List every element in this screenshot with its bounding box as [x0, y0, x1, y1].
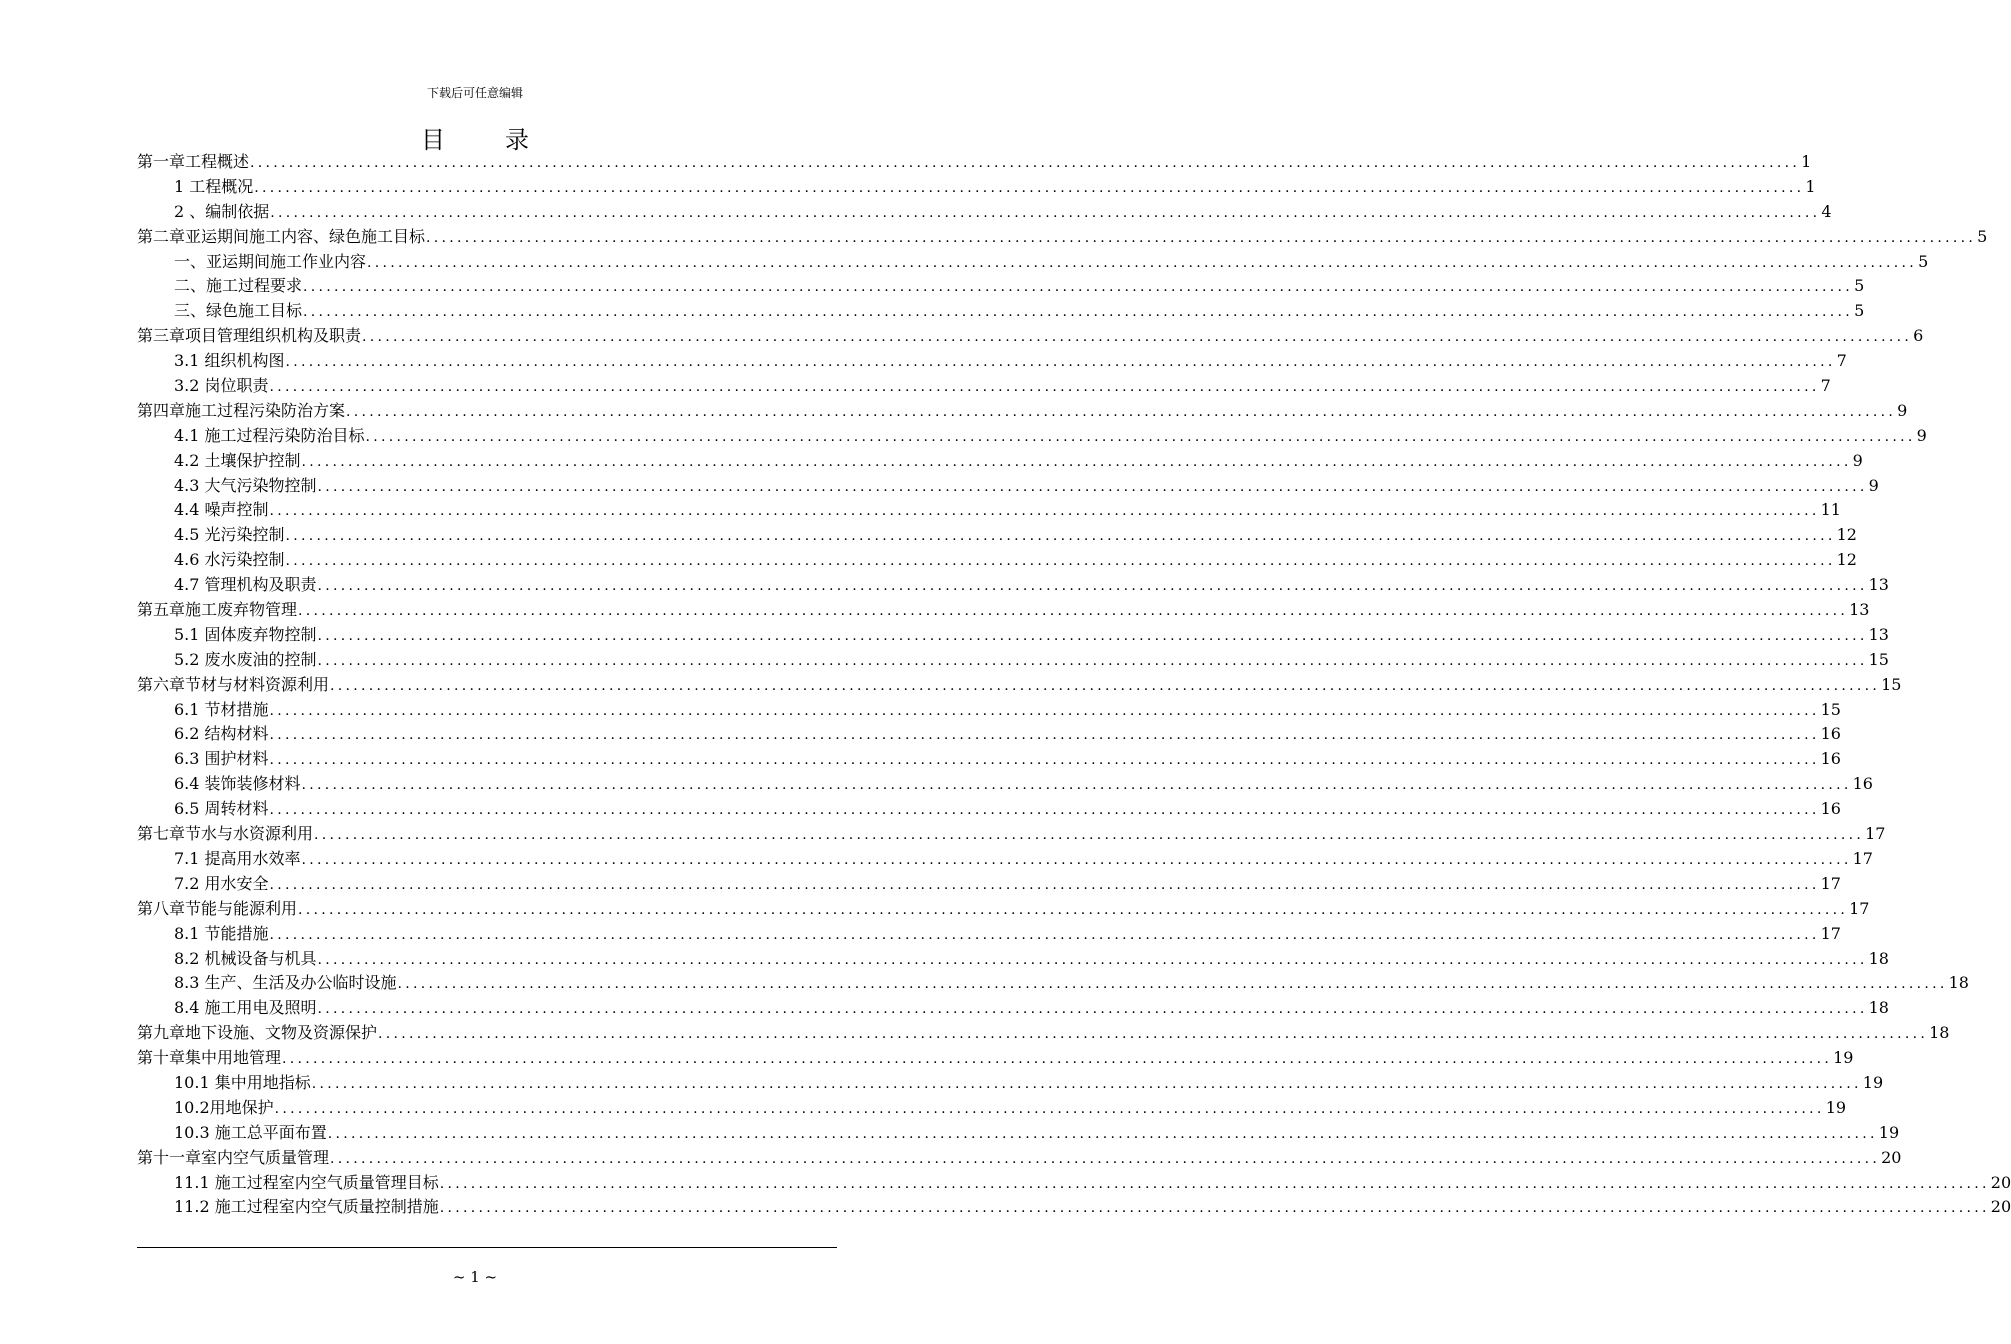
toc-chapter-number: 第十一章 — [137, 1147, 202, 1167]
toc-section-label: 三、绿色施工目标 — [174, 301, 303, 321]
toc-section-row[interactable] — [137, 474, 1879, 499]
toc-page-number: 15 — [1881, 674, 1902, 694]
toc-page-number: 20 — [1881, 1147, 1902, 1167]
toc-chapter-number: 第九章 — [137, 1023, 186, 1043]
toc-chapter-title: 节材与材料资源利用 — [185, 674, 330, 694]
toc-page-number: 17 — [1852, 848, 1873, 868]
toc-dot-leader: ........................................................................................................................................................................................................ — [397, 976, 1948, 993]
toc-chapter-number: 第四章 — [137, 400, 186, 420]
toc-dot-leader: ........................................................................................................................................................................................................ — [250, 155, 1801, 171]
toc-page-number: 9 — [1916, 425, 1927, 445]
toc-chapter-row[interactable] — [137, 897, 1870, 922]
toc-section-row[interactable] — [137, 498, 1841, 523]
toc-section-label: 5.1 固体废弃物控制 — [174, 624, 317, 644]
toc-chapter-title: 项目管理组织机构及职责 — [185, 326, 362, 346]
toc-section-label: 一、亚运期间施工作业内容 — [174, 251, 367, 271]
toc-chapter-title: 施工废弃物管理 — [185, 600, 298, 620]
toc-section-label: 6.4 装饰装修材料 — [174, 774, 301, 794]
toc-chapter-row[interactable] — [137, 399, 1908, 424]
toc-page-number: 5 — [1977, 226, 1988, 246]
toc-dot-leader: ........................................................................................................................................................................................................ — [346, 403, 1897, 420]
toc-dot-leader: ........................................................................................................................................................................................................ — [317, 652, 1868, 669]
toc-section-label: 10.3 施工总平面布置 — [174, 1122, 327, 1142]
toc-section-label: 7.1 提高用水效率 — [174, 848, 301, 868]
toc-section-label: 6.1 节材措施 — [174, 699, 269, 719]
toc-section-row[interactable] — [137, 623, 1889, 648]
toc-dot-leader: ........................................................................................................................................................................................................ — [298, 901, 1849, 918]
toc-dot-leader: ........................................................................................................................................................................................................ — [439, 1175, 1990, 1192]
toc-title: 目录 — [421, 126, 589, 154]
toc-section-row[interactable] — [137, 349, 1847, 374]
toc-chapter-title: 工程概述 — [185, 152, 250, 171]
toc-dot-leader: ........................................................................................................................................................................................................ — [311, 1075, 1862, 1092]
toc-section-label: 5.2 废水废油的控制 — [174, 649, 317, 669]
toc-dot-leader: ........................................................................................................................................................................................................ — [285, 553, 1836, 570]
toc-section-label: 二、施工过程要求 — [174, 276, 303, 296]
toc-section-row[interactable] — [137, 996, 1889, 1021]
header-note: 下载后可任意编辑 — [426, 86, 523, 100]
toc-chapter-number: 第一章 — [137, 152, 186, 171]
toc-page-number: 17 — [1849, 898, 1870, 918]
toc-page-number: 15 — [1820, 699, 1841, 719]
toc-dot-leader: ........................................................................................................................................................................................................ — [269, 876, 1820, 893]
toc-chapter-title: 地下设施、文物及资源保护 — [185, 1023, 378, 1043]
toc-dot-leader: ........................................................................................................................................................................................................ — [317, 627, 1868, 644]
toc-page-number: 16 — [1820, 799, 1841, 819]
toc-section-row[interactable] — [137, 872, 1841, 897]
toc-page-number: 17 — [1820, 923, 1841, 943]
toc-dot-leader: ........................................................................................................................................................................................................ — [269, 503, 1820, 520]
toc-dot-leader: ........................................................................................................................................................................................................ — [314, 827, 1865, 844]
toc-section-row[interactable] — [137, 274, 1865, 299]
toc-dot-leader: ........................................................................................................................................................................................................ — [274, 1100, 1825, 1117]
toc-page-number: 18 — [1868, 998, 1889, 1018]
toc-dot-leader: ........................................................................................................................................................................................................ — [303, 279, 1854, 296]
toc-dot-leader: ........................................................................................................................................................................................................ — [301, 777, 1852, 794]
toc-section-row[interactable] — [137, 847, 1873, 872]
toc-page-number: 12 — [1836, 525, 1857, 545]
toc-dot-leader: ........................................................................................................................................................................................................ — [303, 304, 1854, 321]
toc-chapter-row[interactable] — [137, 324, 1924, 349]
toc-section-row[interactable] — [137, 1121, 1900, 1146]
toc-page-number: 9 — [1852, 450, 1863, 470]
toc-section-row[interactable] — [137, 424, 1927, 449]
toc-page-number: 19 — [1878, 1122, 1900, 1142]
toc-section-row[interactable] — [137, 1195, 2011, 1220]
toc-dot-leader: ........................................................................................................................................................................................................ — [282, 1051, 1833, 1068]
toc-section-row[interactable] — [137, 449, 1863, 474]
toc-page-number: 7 — [1836, 351, 1847, 371]
toc-section-label: 6.3 围护材料 — [174, 749, 269, 769]
toc-page-number: 16 — [1820, 749, 1841, 769]
toc-page-number: 1 — [1805, 176, 1816, 196]
toc-section-label: 4.4 噪声控制 — [174, 500, 269, 520]
toc-chapter-number: 第七章 — [137, 824, 186, 844]
toc-page-number: 9 — [1897, 400, 1908, 420]
toc-section-label: 10.2用地保护 — [174, 1097, 274, 1117]
toc-page-number: 18 — [1929, 1023, 1950, 1043]
toc-chapter-title: 节水与水资源利用 — [185, 824, 314, 844]
toc-chapter-number: 第八章 — [137, 898, 186, 918]
toc-section-label: 4.5 光污染控制 — [174, 525, 285, 545]
toc-dot-leader: ........................................................................................................................................................................................................ — [270, 204, 1821, 221]
toc-section-row[interactable] — [137, 1171, 2011, 1196]
toc-section-label: 8.4 施工用电及照明 — [174, 998, 317, 1018]
toc-page-number: 5 — [1918, 251, 1929, 271]
toc-chapter-row[interactable] — [137, 1146, 1902, 1171]
toc-dot-leader: ........................................................................................................................................................................................................ — [269, 802, 1820, 819]
toc-page-number: 17 — [1865, 824, 1886, 844]
toc-page-number: 15 — [1868, 649, 1889, 669]
toc-dot-leader: ........................................................................................................................................................................................................ — [269, 702, 1820, 719]
toc-section-row[interactable] — [137, 200, 1832, 225]
toc-section-label: 11.1 施工过程室内空气质量管理目标 — [174, 1172, 439, 1192]
toc-page-number: 1 — [1801, 152, 1812, 171]
toc-page-number: 19 — [1862, 1072, 1884, 1092]
toc-section-row[interactable] — [137, 772, 1873, 797]
toc-dot-leader: ........................................................................................................................................................................................................ — [269, 727, 1820, 744]
toc-dot-leader: ........................................................................................................................................................................................................ — [301, 851, 1852, 868]
toc-section-label: 1 工程概况 — [174, 176, 254, 196]
toc-section-label: 7.2 用水安全 — [174, 873, 269, 893]
toc-page-number: 18 — [1868, 948, 1889, 968]
toc-page-number: 13 — [1849, 600, 1870, 620]
footer-divider — [137, 1247, 837, 1248]
toc-section-row[interactable] — [137, 523, 1857, 548]
toc-section-label: 3.2 岗位职责 — [174, 376, 269, 396]
toc-chapter-row[interactable] — [137, 150, 1812, 175]
toc-section-row[interactable] — [137, 374, 1831, 399]
toc-chapter-title: 集中用地管理 — [185, 1048, 282, 1068]
toc-section-row[interactable] — [137, 922, 1841, 947]
toc-dot-leader: ........................................................................................................................................................................................................ — [365, 428, 1916, 445]
toc-dot-leader: ........................................................................................................................................................................................................ — [269, 926, 1820, 943]
toc-section-row[interactable] — [137, 299, 1865, 324]
toc-dot-leader: ........................................................................................................................................................................................................ — [330, 677, 1881, 694]
toc-chapter-row[interactable] — [137, 822, 1886, 847]
toc-page-number: 16 — [1820, 724, 1841, 744]
page-number: ~ 1 ~ — [452, 1268, 498, 1286]
toc-page-number: 12 — [1836, 550, 1857, 570]
toc-section-label: 4.7 管理机构及职责 — [174, 575, 317, 595]
toc-section-label: 8.3 生产、生活及办公临时设施 — [174, 973, 397, 993]
toc-chapter-title: 节能与能源利用 — [185, 898, 298, 918]
toc-section-row[interactable] — [137, 175, 1816, 200]
toc-section-row[interactable] — [137, 573, 1889, 598]
toc-page-number: 17 — [1820, 873, 1841, 893]
toc-section-label: 2 、编制依据 — [174, 201, 270, 221]
toc-page-number: 6 — [1913, 326, 1924, 346]
toc-section-label: 4.2 土壤保护控制 — [174, 450, 301, 470]
toc-chapter-number: 第二章 — [137, 226, 186, 246]
toc-dot-leader: ........................................................................................................................................................................................................ — [426, 229, 1977, 246]
toc-section-row[interactable] — [137, 971, 1969, 996]
toc-dot-leader: ........................................................................................................................................................................................................ — [317, 1001, 1868, 1018]
toc-dot-leader: ........................................................................................................................................................................................................ — [330, 1150, 1881, 1167]
toc-page-number: 5 — [1854, 276, 1865, 296]
toc-page-number: 16 — [1852, 774, 1873, 794]
toc-section-label: 8.2 机械设备与机具 — [174, 948, 317, 968]
toc-chapter-row[interactable] — [137, 598, 1870, 623]
toc-page-number: 11 — [1820, 500, 1841, 520]
toc-section-label: 4.3 大气污染物控制 — [174, 475, 317, 495]
table-of-contents — [137, 150, 2011, 1220]
toc-page-number: 9 — [1868, 475, 1879, 495]
toc-chapter-row[interactable] — [137, 225, 1988, 250]
toc-dot-leader: ........................................................................................................................................................................................................ — [285, 528, 1836, 545]
toc-section-row[interactable] — [137, 722, 1841, 747]
toc-section-row[interactable] — [137, 1096, 1847, 1121]
toc-section-row[interactable] — [137, 947, 1889, 972]
toc-dot-leader: ........................................................................................................................................................................................................ — [327, 1125, 1878, 1142]
toc-chapter-number: 第三章 — [137, 326, 186, 346]
toc-dot-leader: ........................................................................................................................................................................................................ — [254, 179, 1805, 196]
toc-chapter-number: 第十章 — [137, 1048, 186, 1068]
toc-chapter-title: 施工过程污染防治方案 — [185, 400, 346, 420]
toc-section-row[interactable] — [137, 797, 1841, 822]
toc-section-row[interactable] — [137, 250, 1929, 275]
toc-section-row[interactable] — [137, 698, 1841, 723]
toc-dot-leader: ........................................................................................................................................................................................................ — [285, 354, 1836, 371]
toc-dot-leader: ........................................................................................................................................................................................................ — [317, 951, 1868, 968]
toc-dot-leader: ........................................................................................................................................................................................................ — [362, 329, 1913, 346]
toc-page-number: 19 — [1833, 1048, 1854, 1068]
toc-page-number: 19 — [1825, 1097, 1847, 1117]
toc-dot-leader: ........................................................................................................................................................................................................ — [367, 254, 1918, 271]
toc-chapter-title: 亚运期间施工内容、绿色施工目标 — [185, 226, 426, 246]
toc-chapter-row[interactable] — [137, 1046, 1854, 1071]
toc-section-label: 6.5 周转材料 — [174, 799, 269, 819]
toc-page-number: 20 — [1990, 1172, 2011, 1192]
toc-dot-leader: ........................................................................................................................................................................................................ — [378, 1026, 1929, 1043]
toc-section-label: 4.6 水污染控制 — [174, 550, 285, 570]
toc-chapter-row[interactable] — [137, 673, 1902, 698]
toc-page-number: 5 — [1854, 301, 1865, 321]
toc-dot-leader: ........................................................................................................................................................................................................ — [298, 603, 1849, 620]
toc-section-row[interactable] — [137, 747, 1841, 772]
toc-section-label: 10.1 集中用地指标 — [174, 1072, 311, 1092]
toc-page-number: 20 — [1990, 1197, 2011, 1217]
toc-section-row[interactable] — [137, 548, 1857, 573]
toc-page-number: 13 — [1868, 575, 1889, 595]
toc-page-number: 18 — [1948, 973, 1969, 993]
toc-chapter-row[interactable] — [137, 1021, 1950, 1046]
toc-section-label: 8.1 节能措施 — [174, 923, 269, 943]
toc-dot-leader: ........................................................................................................................................................................................................ — [269, 752, 1820, 769]
toc-section-label: 6.2 结构材料 — [174, 724, 269, 744]
toc-section-label: 4.1 施工过程污染防治目标 — [174, 425, 365, 445]
toc-section-label: 3.1 组织机构图 — [174, 351, 285, 371]
toc-dot-leader: ........................................................................................................................................................................................................ — [301, 453, 1852, 470]
toc-section-label: 11.2 施工过程室内空气质量控制措施 — [174, 1197, 439, 1217]
toc-page-number: 13 — [1868, 624, 1889, 644]
toc-dot-leader: ........................................................................................................................................................................................................ — [317, 578, 1868, 595]
toc-dot-leader: ........................................................................................................................................................................................................ — [269, 379, 1820, 396]
toc-page-number: 7 — [1820, 376, 1831, 396]
toc-dot-leader: ........................................................................................................................................................................................................ — [317, 478, 1868, 495]
toc-dot-leader: ........................................................................................................................................................................................................ — [439, 1200, 1990, 1217]
toc-section-row[interactable] — [137, 1071, 1884, 1096]
toc-section-row[interactable] — [137, 648, 1889, 673]
toc-chapter-title: 室内空气质量管理 — [201, 1147, 330, 1167]
toc-page-number: 4 — [1821, 201, 1832, 221]
toc-chapter-number: 第五章 — [137, 600, 186, 620]
toc-chapter-number: 第六章 — [137, 674, 186, 694]
